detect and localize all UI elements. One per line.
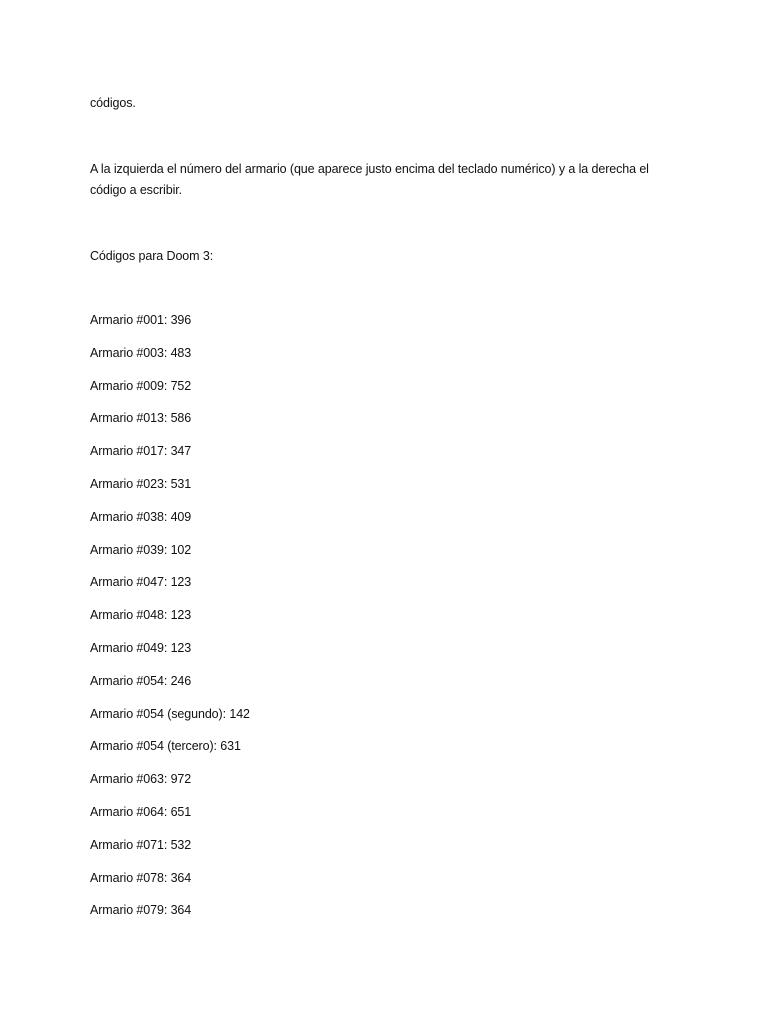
code-list-item: Armario #048: 123 xyxy=(90,608,192,623)
paragraph-fragment: códigos. xyxy=(90,96,136,110)
code-list-item: Armario #054: 246 xyxy=(90,673,192,688)
code-list-item: Armario #001: 396 xyxy=(90,313,192,327)
paragraph-line: A la izquierda el número del armario (que aparece justo encima del teclado numérico) y a la derecha el xyxy=(90,162,649,176)
code-list-item: Armario #054 (tercero): 631 xyxy=(90,739,241,754)
code-list-item: Armario #064: 651 xyxy=(90,804,192,819)
code-list xyxy=(90,310,250,933)
code-list-item: Armario #047: 123 xyxy=(90,575,192,590)
code-list-item: Armario #078: 364 xyxy=(90,870,192,885)
code-list-item: Armario #054 (segundo): 142 xyxy=(90,706,250,721)
code-list-item: Armario #049: 123 xyxy=(90,640,192,655)
code-list-item: Armario #039: 102 xyxy=(90,542,192,557)
code-list-item: Armario #017: 347 xyxy=(90,444,192,459)
code-list-item: Armario #079: 364 xyxy=(90,903,192,918)
code-list-item: Armario #023: 531 xyxy=(90,476,192,491)
code-list-item: Armario #038: 409 xyxy=(90,509,192,524)
code-list-item: Armario #009: 752 xyxy=(90,378,192,393)
section-heading: Códigos para Doom 3: xyxy=(90,249,214,263)
code-list-item: Armario #071: 532 xyxy=(90,837,192,852)
code-list-item: Armario #003: 483 xyxy=(90,345,192,360)
code-list-item: Armario #063: 972 xyxy=(90,772,192,787)
paragraph-line: código a escribir. xyxy=(90,183,182,197)
code-list-item: Armario #013: 586 xyxy=(90,411,192,426)
